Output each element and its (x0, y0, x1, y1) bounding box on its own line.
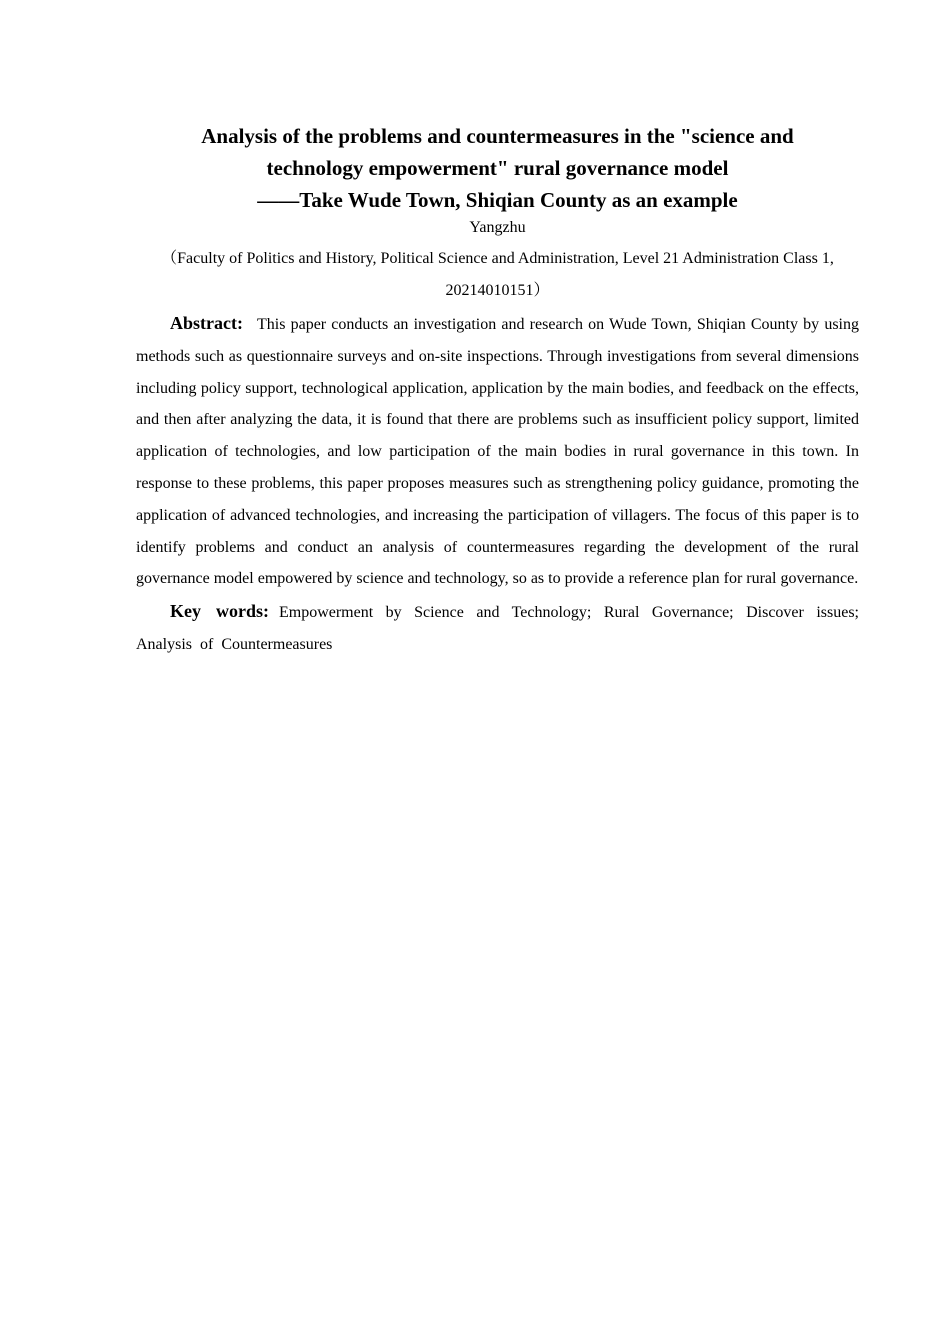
paper-page (136, 120, 859, 661)
abstract-section (136, 308, 859, 595)
title-line-2: technology empowerment" rural governance model (266, 156, 729, 180)
affiliation-line-2: 20214010151） (445, 282, 550, 299)
abstract-text: This paper conducts an investigation and research on Wude Town, Shiqian County by using methods such as questionnaire surveys and on-site inspections. Through investigations from several dimensions including policy support, technological application, application by the main bodies, and feedback on the effects, and then after analyzing the data, it is found that there are problems such as insufficient policy support, limited application of technologies, and low participation of the main bodies in rural governance in this town. In response to these problems, this paper proposes measures such as strengthening policy guidance, promoting the application of advanced technologies, and increasing the participation of villagers. The focus of this paper is to identify problems and conduct an analysis of countermeasures regarding the development of the rural governance model empowered by science and technology, so as to provide a reference plan for rural governance. (136, 316, 859, 588)
author-name: Yangzhu (469, 219, 526, 236)
keywords-text: Empowerment by Science and Technology; Rural Governance; Discover issues; Analysis of Countermeasures (136, 604, 859, 653)
affiliation-line-1: （Faculty of Politics and History, Political Science and Administration, Level 21 Administration Class 1, (161, 250, 834, 267)
subtitle-line: ——Take Wude Town, Shiqian County as an example (257, 188, 738, 212)
author-affiliation (126, 243, 869, 307)
title-line-1: Analysis of the problems and countermeasures in the "science and (201, 124, 794, 148)
abstract-label: Abstract: (170, 313, 243, 333)
keywords-section (136, 596, 859, 661)
paper-title (136, 120, 859, 216)
keywords-label: Key words: (170, 601, 269, 622)
